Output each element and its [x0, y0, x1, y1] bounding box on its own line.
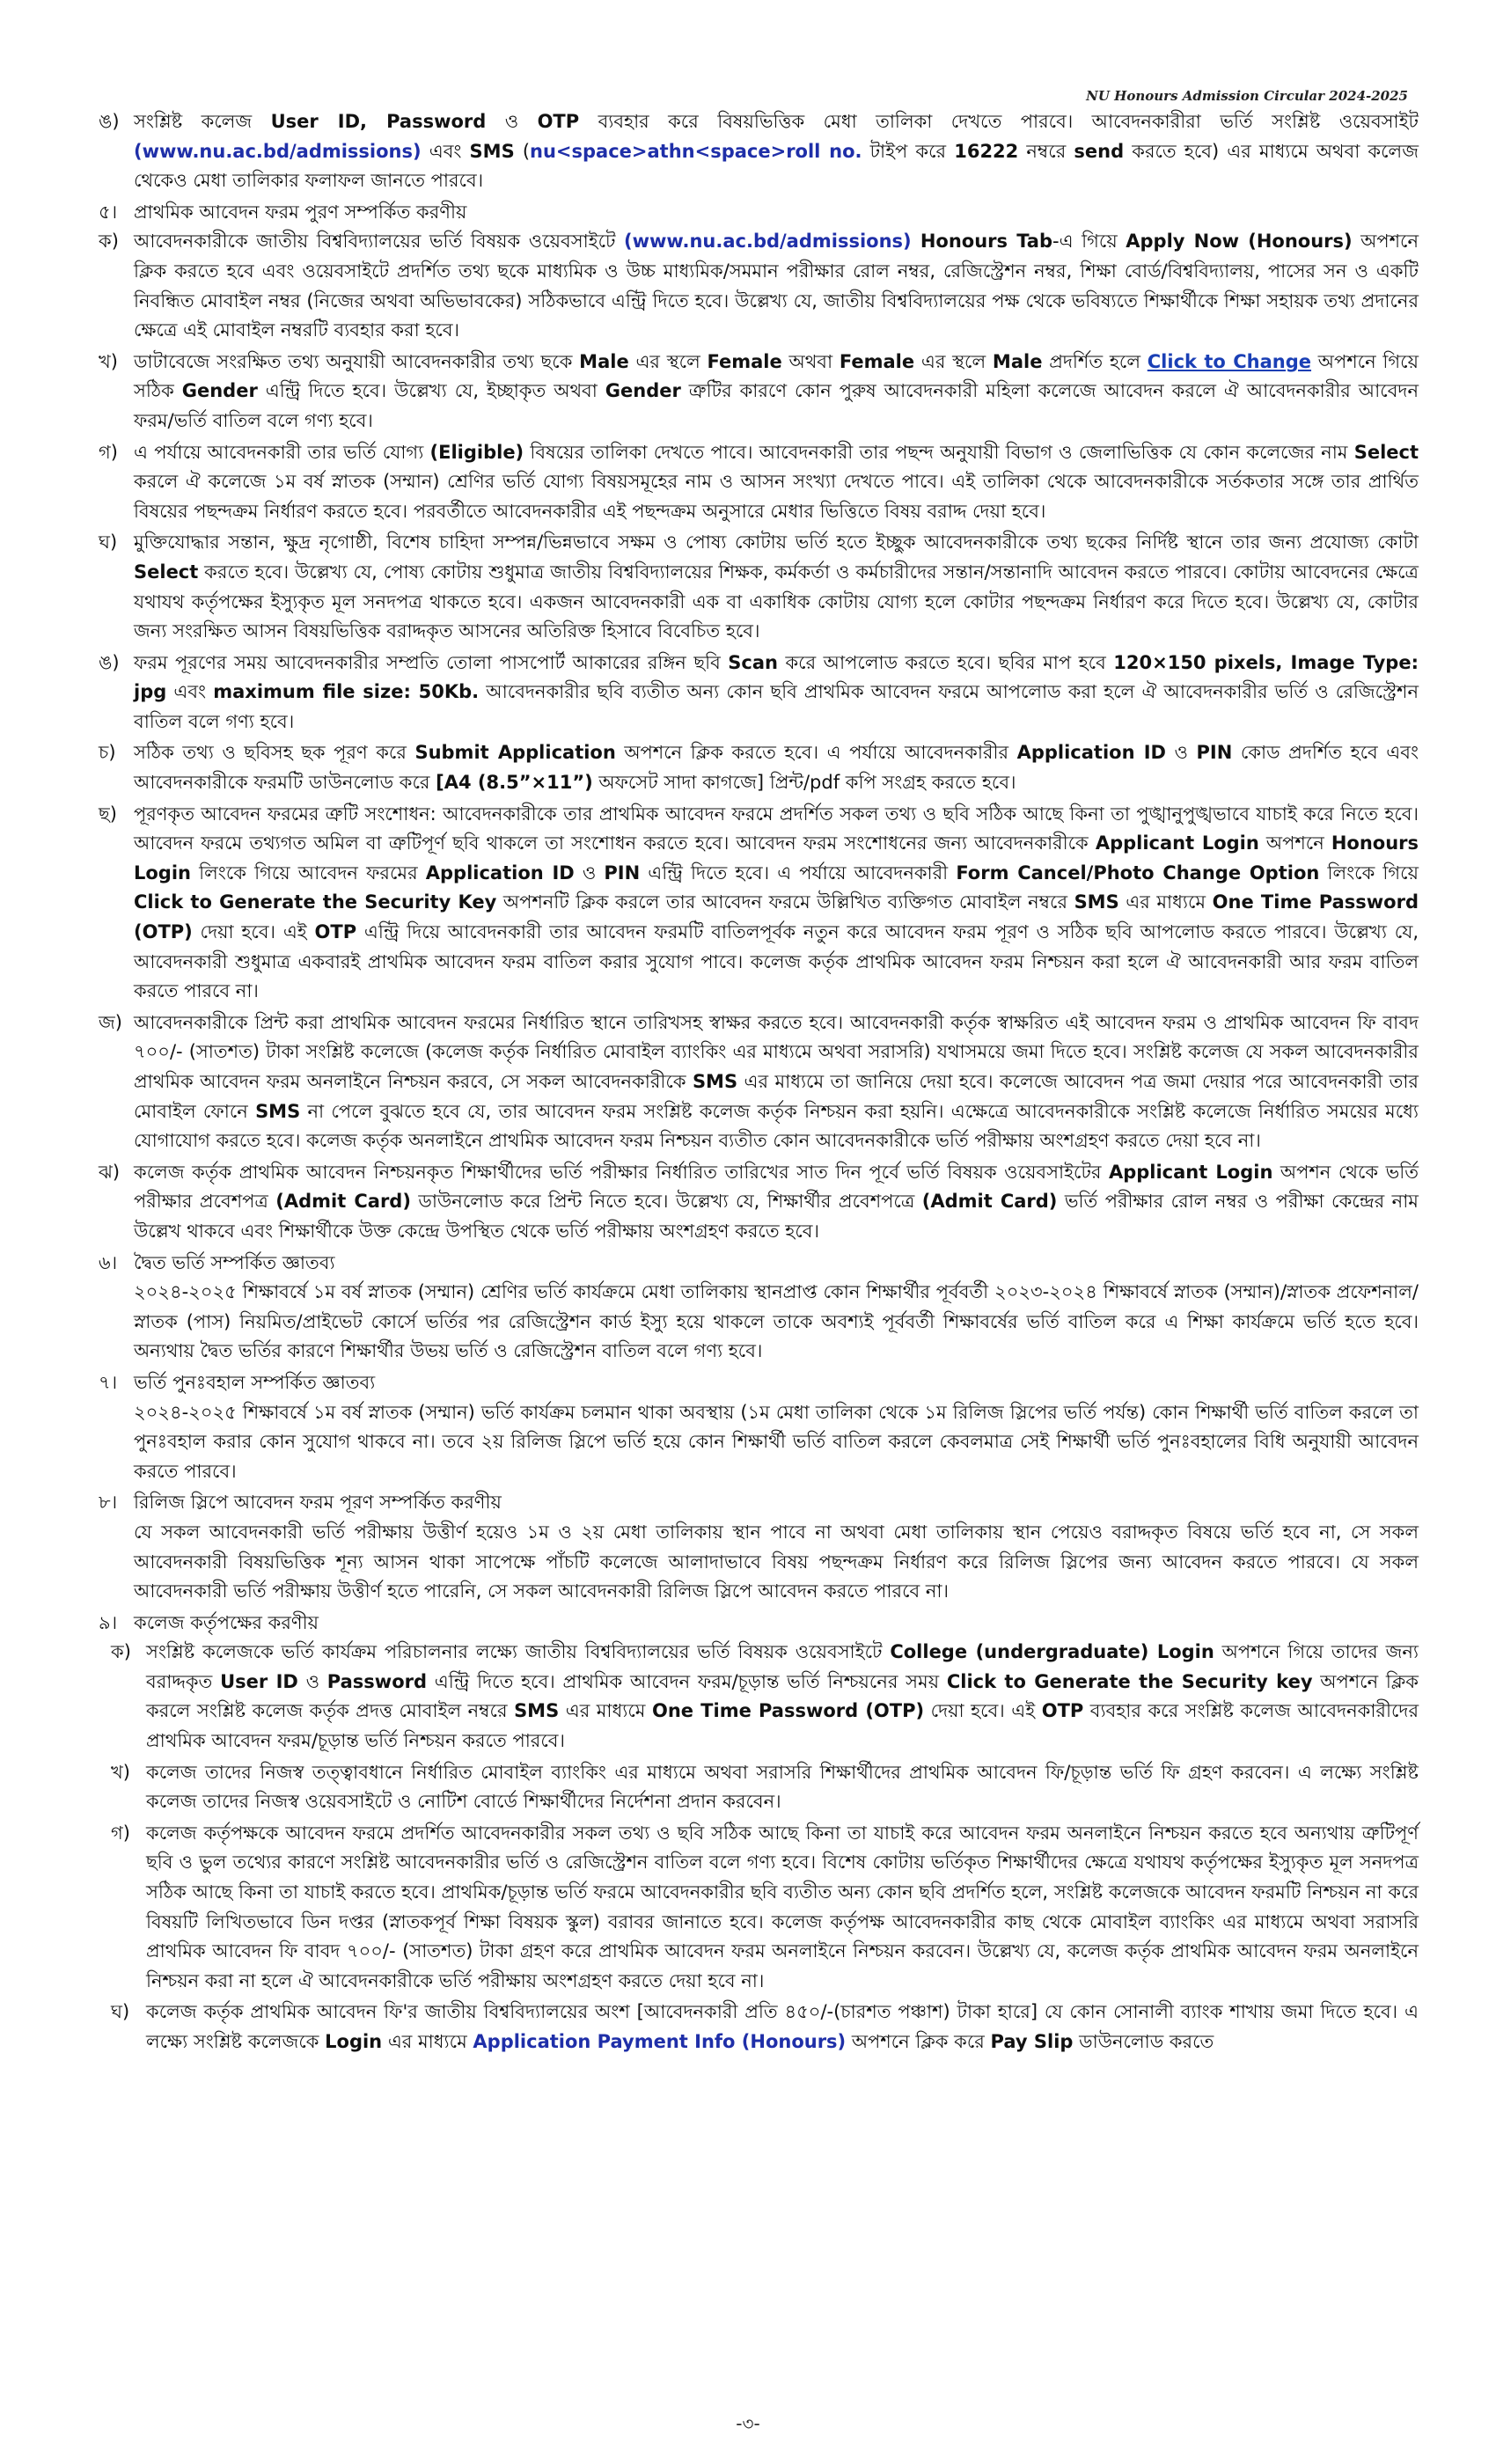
section-marker: ৯।	[99, 1611, 118, 1633]
item-marker: খ)	[99, 350, 118, 372]
item-marker: ঙ)	[99, 111, 120, 132]
item-9-gha-payment: ঘ) কলেজ কর্তৃক প্রাথমিক আবেদন ফি'র জাতীয় বিশ্ববিদ্যালয়ের অংশ [আবেদনকারী প্রতি ৪৫০/-(চারশত পঞ্চাশ) টাকা হারে] যে কোন সোনালী ব্যাংক শাখায় জমা দিতে হবে। এ লক্ষ্যে সংশ্লিষ্ট কলেজকে Login এর মাধ্যমে Application Payment Info (Honours) অপশনে ক্লিক করে Pay Slip ডাউনলোড করতে	[111, 1998, 1419, 2057]
section-marker: ৭।	[99, 1371, 118, 1393]
item-ja-signature: জ) আবেদনকারীকে প্রিন্ট করা প্রাথমিক আবেদন ফরমের নির্ধারিত স্থানে তারিখসহ স্বাক্ষর করতে হবে। আবেদনকারী কর্তৃক স্বাক্ষরিত এই আবেদন ফরম ও প্রাথমিক আবেদন ফি বাবদ ৭০০/- (সাতশত) টাকা সংশ্লিষ্ট কলেজে (কলেজ কর্তৃক নির্ধারিত মোবাইল ব্যাংকিং এর মাধ্যমে অথবা সরাসরি) যথাসময়ে জমা দিতে হবে। সংশ্লিষ্ট কলেজ যে সকল আবেদনকারীর প্রাথমিক আবেদন ফরম অনলাইনে নিশ্চয়ন করবে, সে সকল আবেদনকারীকে SMS এর মাধ্যমে তা জানিয়ে দেয়া হবে। কলেজে আবেদন পত্র জমা দেয়ার পরে আবেদনকারী তার মোবাইল ফোনে SMS না পেলে বুঝতে হবে যে, তার আবেদন ফরম সংশ্লিষ্ট কলেজ কর্তৃক নিশ্চয়ন করা হয়নি। এক্ষেত্রে আবেদনকারীকে সংশ্লিষ্ট কলেজে নির্ধারিত সময়ের মধ্যে যোগাযোগ করতে হবে। কলেজ কর্তৃক অনলাইনে প্রাথমিক আবেদন ফরম নিশ্চয়ন ব্যতীত কোন আবেদনকারীকে ভর্তি পরীক্ষায় অংশগ্রহণ করতে দেয়া হবে না।	[99, 1008, 1419, 1156]
section-7-heading	[99, 1368, 1419, 1398]
item-ga-eligible: গ) এ পর্যায়ে আবেদনকারী তার ভর্তি যোগ্য (Eligible) বিষয়ের তালিকা দেখতে পাবে। আবেদনকারী তার পছন্দ অনুযায়ী বিভাগ ও জেলাভিত্তিক যে কোন কলেজের নাম Select করলে ঐ কলেজে ১ম বর্ষ স্নাতক (সম্মান) শ্রেণির ভর্তি যোগ্য বিষয়সমূহের নাম ও আসন সংখ্যা দেখতে পাবে। এই তালিকা থেকে আবেদনকারীকে সর্তকতার সঙ্গে তার প্রার্থিত বিষয়ের পছন্দক্রম নির্ধারণ করতে হবে। পরবর্তীতে আবেদনকারীর এই পছন্দক্রম অনুসারে মেধার ভিত্তিতে বিষয় বরাদ্দ দেয়া হবে।	[99, 438, 1419, 527]
item-marker: ক)	[99, 231, 119, 253]
section-title: দ্বৈত ভর্তি সম্পর্কিত জ্ঞাতব্য	[134, 1251, 335, 1273]
item-marker: গ)	[99, 441, 118, 463]
section-8-heading	[99, 1488, 1419, 1518]
item-marker: জ)	[99, 1011, 122, 1033]
section-title: কলেজ কর্তৃপক্ষের করণীয়	[134, 1611, 319, 1633]
section-marker: ৮।	[99, 1492, 118, 1514]
item-chha-correction: ছ) পূরণকৃত আবেদন ফরমের ত্রুটি সংশোধন: আবেদনকারীকে তার প্রাথমিক আবেদন ফরমে প্রদর্শিত সকল তথ্য ও ছবি সঠিক আছে কিনা তা পুঙ্খানুপুঙ্খভাবে যাচাই করে নিতে হবে। আবেদন ফরমে তথ্যগত অমিল বা ত্রুটিপূর্ণ ছবি থাকলে তা সংশোধন করতে হবে। আবেদন ফরম সংশোধনের জন্য আবেদনকারীকে Applicant Login অপশনে Honours Login লিংকে গিয়ে আবেদন ফরমের Application ID ও PIN এন্ট্রি দিতে হবে। এ পর্যায়ে আবেদনকারী Form Cancel/Photo Change Option লিংকে গিয়ে Click to Generate the Security Key অপশনটি ক্লিক করলে তার আবেদন ফরমে উল্লিখিত ব্যক্তিগত মোবাইল নম্বরে SMS এর মাধ্যমে One Time Password (OTP) দেয়া হবে। এই OTP এন্ট্রি দিয়ে আবেদনকারী তার আবেদন ফরমটি বাতিলপূর্বক নতুন করে আবেদন ফরম পূরণ ও সঠিক ছবি আপলোড করতে পারবে। উল্লেখ্য যে, আবেদনকারী শুধুমাত্র একবারই প্রাথমিক আবেদন ফরম বাতিল করার সুযোগ পাবে। কলেজ কর্তৃক প্রাথমিক আবেদন ফরম নিশ্চয়ন করা হলে ঐ আবেদনকারী আর ফরম বাতিল করতে পারবে না।	[99, 800, 1419, 1007]
section-title: রিলিজ স্লিপে আবেদন ফরম পূরণ সম্পর্কিত করণীয়	[134, 1492, 502, 1514]
circular-header: NU Honours Admission Circular 2024-2025	[1086, 88, 1408, 104]
admission-url: (www.nu.ac.bd/admissions)	[624, 231, 912, 253]
item-gha-quota: ঘ) মুক্তিযোদ্ধার সন্তান, ক্ষুদ্র নৃগোষ্ঠী, বিশেষ চাহিদা সম্পন্ন/ভিন্নভাবে সক্ষম ও পোষ্য কোটায় ভর্তি হতে ইচ্ছুক আবেদনকারীকে তথ্য ছকের নির্দিষ্ট স্থানে তার জন্য প্রযোজ্য কোটা Select করতে হবে। উল্লেখ্য যে, পোষ্য কোটায় শুধুমাত্র জাতীয় বিশ্ববিদ্যালয়ের শিক্ষক, কর্মকর্তা ও কর্মচারীদের সন্তান/সন্তানাদি আবেদন করতে পারবে। কোটায় আবেদনের ক্ষেত্রে যথাযথ কর্তৃপক্ষের ইস্যুকৃত মূল সনদপত্র থাকতে হবে। একজন আবেদনকারী এক বা একাধিক কোটায় যোগ্য হলে কোটার পছন্দক্রম নির্ধারণ করে দিতে হবে। উল্লেখ্য যে, কোটার জন্য সংরক্ষিত আসন বিষয়ভিত্তিক বরাদ্দকৃত আসনের অতিরিক্ত হিসাবে বিবেচিত হবে।	[99, 528, 1419, 646]
item-kha-gender: খ) ডাটাবেজে সংরক্ষিত তথ্য অনুযায়ী আবেদনকারীর তথ্য ছকে Male এর স্থলে Female অথবা Female এর স্থলে Male প্রদর্শিত হলে Click to Change অপশনে গিয়ে সঠিক Gender এন্ট্রি দিতে হবে। উল্লেখ্য যে, ইচ্ছাকৃত অথবা Gender ত্রুটির কারণে কোন পুরুষ আবেদনকারী মহিলা কলেজে আবেদন করলে ঐ আবেদনকারীর আবেদন ফরম/ভর্তি বাতিল বলে গণ্য হবে।	[99, 348, 1419, 436]
section-6-body: ২০২৪-২০২৫ শিক্ষাবর্ষে ১ম বর্ষ স্নাতক (সম্মান) শ্রেণির ভর্তি কার্যক্রমে মেধা তালিকায় স্থানপ্রাপ্ত কোন শিক্ষার্থীর পূর্ববর্তী ২০২৩-২০২৪ শিক্ষাবর্ষে স্নাতক (সম্মান)/স্নাতক প্রফেশনাল/স্নাতক (পাস) নিয়মিত/প্রাইভেট কোর্সে ভর্তির পর রেজিস্ট্রেশন কার্ড ইস্যু হয়ে থাকলে তাকে অবশ্যই পূর্ববর্তী শিক্ষাবর্ষের ভর্তি বাতিল করে এ শিক্ষা কার্যক্রমে ভর্তি হতে হবে। অন্যথায় দ্বৈত ভর্তির কারণে শিক্ষার্থীর উভয় ভর্তি ও রেজিস্ট্রেশন বাতিল বলে গণ্য হবে।	[134, 1281, 1419, 1362]
item-9-kha-fee: খ) কলেজ তাদের নিজস্ব তত্ত্বাবধানে নির্ধারিত মোবাইল ব্যাংকিং এর মাধ্যমে অথবা সরাসরি শিক্ষার্থীদের প্রাথমিক আবেদন ফি/চূড়ান্ত ভর্তি ফি গ্রহণ করবেন। এ লক্ষ্যে সংশ্লিষ্ট কলেজ তাদের নিজস্ব ওয়েবসাইটে ও নোটিশ বোর্ডে শিক্ষার্থীদের নির্দেশনা প্রদান করবেন।	[111, 1758, 1419, 1817]
admission-url: (www.nu.ac.bd/admissions)	[134, 140, 422, 162]
item-9-ga-verification: গ) কলেজ কর্তৃপক্ষকে আবেদন ফরমে প্রদর্শিত আবেদনকারীর সকল তথ্য ও ছবি সঠিক আছে কিনা তা যাচাই করে আবেদন ফরম অনলাইনে নিশ্চয়ন করতে হবে অন্যথায় ত্রুটিপূর্ণ ছবি ও ভুল তথ্যের কারণে সংশ্লিষ্ট আবেদনকারীর ভর্তি ও রেজিস্ট্রেশন বাতিল বলে গণ্য হবে। বিশেষ কোটায় ভর্তিকৃত শিক্ষার্থীদের ক্ষেত্রে যথাযথ কর্তৃপক্ষের ইস্যুকৃত মূল সনদপত্র সঠিক আছে কিনা তা যাচাই করতে হবে। প্রাথমিক/চূড়ান্ত ভর্তি ফরমে আবেদনকারীর ছবি ব্যতীত অন্য কোন ছবি প্রদর্শিত হলে, সংশ্লিষ্ট কলেজকে আবেদন ফরমটি নিশ্চয়ন না করে বিষয়টি লিখিতভাবে ডিন দপ্তর (স্নাতকপূর্ব শিক্ষা বিষয়ক স্কুল) বরাবর জানাতে হবে। কলেজ কর্তৃপক্ষ আবেদনকারীর কাছ থেকে মোবাইল ব্যাংকিং এর মাধ্যমে অথবা সরাসরি প্রাথমিক আবেদন ফি বাবদ ৭০০/- (সাতশত) টাকা গ্রহণ করে প্রাথমিক আবেদন ফরম অনলাইনে নিশ্চয়ন করবেন। উল্লেখ্য যে, কলেজ কর্তৃক প্রাথমিক আবেদন ফরম অনলাইনে নিশ্চয়ন করা না হলে ঐ আবেদনকারীকে ভর্তি পরীক্ষায় অংশগ্রহণ করতে দেয়া হবে না।	[111, 1819, 1419, 1997]
item-marker: গ)	[111, 1822, 130, 1844]
payment-info-option: Application Payment Info (Honours)	[473, 2031, 847, 2052]
item-marker: খ)	[111, 1761, 130, 1783]
click-to-change-link[interactable]: Click to Change	[1147, 350, 1312, 372]
section-8-body: যে সকল আবেদনকারী ভর্তি পরীক্ষায় উত্তীর্ণ হয়েও ১ম ও ২য় মেধা তালিকায় স্থান পাবে না অথবা মেধা তালিকায় স্থান পেয়েও বরাদ্দকৃত বিষয়ে ভর্তি হবে না, সে সকল আবেদনকারী বিষয়ভিত্তিক শূন্য আসন থাকা সাপেক্ষে পাঁচটি কলেজে আলাদাভাবে বিষয় পছন্দক্রম নির্ধারণ করে রিলিজ স্লিপের জন্য আবেদন করতে পারবে। যে সকল আবেদনকারী ভর্তি পরীক্ষায় উত্তীর্ণ হতে পারেনি, সে সকল আবেদনকারী রিলিজ স্লিপে আবেদন করতে পারবে না।	[134, 1521, 1419, 1602]
section-marker: ৫।	[99, 201, 118, 223]
item-marker: ঙ)	[99, 651, 120, 673]
item-jha-admit-card: ঝ) কলেজ কর্তৃক প্রাথমিক আবেদন নিশ্চয়নকৃত শিক্ষার্থীদের ভর্তি পরীক্ষার নির্ধারিত তারিখের সাত দিন পূর্বে ভর্তি বিষয়ক ওয়েবসাইটের Applicant Login অপশন থেকে ভর্তি পরীক্ষার প্রবেশপত্র (Admit Card) ডাউনলোড করে প্রিন্ট নিতে হবে। উল্লেখ্য যে, শিক্ষার্থীর প্রবেশপত্রে (Admit Card) ভর্তি পরীক্ষার রোল নম্বর ও পরীক্ষা কেন্দ্রের নাম উল্লেখ থাকবে এবং শিক্ষার্থীকে উক্ত কেন্দ্রে উপস্থিত থেকে ভর্তি পরীক্ষায় অংশগ্রহণ করতে হবে।	[99, 1158, 1419, 1247]
section-9-heading	[99, 1609, 1419, 1639]
page-number: -৩-	[736, 2413, 760, 2434]
item-marker: ছ)	[99, 803, 117, 825]
item-marker: চ)	[99, 742, 116, 764]
item-umo-merit-list: ঙ) সংশ্লিষ্ট কলেজ User ID, Password ও OTP ব্যবহার করে বিষয়ভিত্তিক মেধা তালিকা দেখতে পারবে। আবেদনকারীরা ভর্তি সংশ্লিষ্ট ওয়েবসাইট (www.nu.ac.bd/admissions) এবং SMS (nu<space>athn<space>roll no. টাইপ করে 16222 নম্বরে send করতে হবে) এর মাধ্যমে অথবা কলেজ থেকেও মেধা তালিকার ফলাফল জানতে পারবে।	[99, 107, 1419, 196]
sms-format: nu<space>athn<space>roll no.	[530, 140, 862, 162]
section-title: ভর্তি পুনঃবহাল সম্পর্কিত জ্ঞাতব্য	[134, 1371, 376, 1393]
section-5-heading	[99, 198, 1419, 228]
section-title: প্রাথমিক আবেদন ফরম পুরণ সম্পর্কিত করণীয়	[134, 201, 467, 223]
item-umo-photo: ঙ) ফরম পূরণের সময় আবেদনকারীর সম্প্রতি তোলা পাসপোর্ট আকারের রঙ্গিন ছবি Scan করে আপলোড করতে হবে। ছবির মাপ হবে 120×150 pixels, Image Type: jpg এবং maximum file size: 50Kb. আবেদনকারীর ছবি ব্যতীত অন্য কোন ছবি প্রাথমিক আবেদন ফরমে আপলোড করা হলে ঐ আবেদনকারীর ভর্তি ও রেজিস্ট্রেশন বাতিল বলে গণ্য হবে।	[99, 649, 1419, 737]
item-ka-apply: ক) আবেদনকারীকে জাতীয় বিশ্ববিদ্যালয়ের ভর্তি বিষয়ক ওয়েবসাইটে (www.nu.ac.bd/admissions) Honours Tab-এ গিয়ে Apply Now (Honours) অপশনে ক্লিক করতে হবে এবং ওয়েবসাইটে প্রদর্শিত তথ্য ছকে মাধ্যমিক ও উচ্চ মাধ্যমিক/সমমান পরীক্ষার রোল নম্বর, রেজিস্ট্রেশন নম্বর, শিক্ষা বোর্ড/বিশ্ববিদ্যালয়, পাসের সন ও একটি নিবন্ধিত মোবাইল নম্বর (নিজের অথবা অভিভাবকের) সঠিকভাবে এন্ট্রি দিতে হবে। উল্লেখ্য যে, জাতীয় বিশ্ববিদ্যালয়ের পক্ষ থেকে ভবিষ্যতে শিক্ষার্থীকে শিক্ষা সহায়ক তথ্য প্রদানের ক্ষেত্রে এই মোবাইল নম্বরটি ব্যবহার করা হবে।	[99, 227, 1419, 345]
section-6-heading	[99, 1249, 1419, 1279]
section-7-body: ২০২৪-২০২৫ শিক্ষাবর্ষে ১ম বর্ষ স্নাতক (সম্মান) ভর্তি কার্যক্রম চলমান থাকা অবস্থায় (১ম মেধা তালিকা থেকে ১ম রিলিজ স্লিপের ভর্তি পর্যন্ত) কোন শিক্ষার্থী ভর্তি বাতিল করলে তা পুনঃবহাল করার কোন সুযোগ থাকবে না। তবে ২য় রিলিজ স্লিপে ভর্তি হয়ে কোন শিক্ষার্থী ভর্তি বাতিল করলে কেবলমাত্র সেই শিক্ষার্থী ভর্তি পুনঃবহালের বিধি অনুযায়ী আবেদন করতে পারবে।	[134, 1401, 1419, 1482]
item-marker: ক)	[111, 1641, 131, 1663]
item-9-ka-college-login: ক) সংশ্লিষ্ট কলেজকে ভর্তি কার্যক্রম পরিচালনার লক্ষ্যে জাতীয় বিশ্ববিদ্যালয়ের ভর্তি বিষয়ক ওয়েবসাইটে College (undergraduate) Login অপশনে গিয়ে তাদের জন্য বরাদ্দকৃত User ID ও Password এন্ট্রি দিতে হবে। প্রাথমিক আবেদন ফরম/চূড়ান্ত ভর্তি নিশ্চয়নের সময় Click to Generate the Security key অপশনে ক্লিক করলে সংশ্লিষ্ট কলেজ কর্তৃক প্রদত্ত মোবাইল নম্বরে SMS এর মাধ্যমে One Time Password (OTP) দেয়া হবে। এই OTP ব্যবহার করে সংশ্লিষ্ট কলেজ আবেদনকারীদের প্রাথমিক আবেদন ফরম/চূড়ান্ত ভর্তি নিশ্চয়ন করতে পারবে।	[111, 1638, 1419, 1756]
item-marker: ঘ)	[111, 2001, 130, 2023]
document-body	[99, 107, 1419, 2059]
item-cha-submit: চ) সঠিক তথ্য ও ছবিসহ ছক পূরণ করে Submit Application অপশনে ক্লিক করতে হবে। এ পর্যায়ে আবেদনকারীর Application ID ও PIN কোড প্রদর্শিত হবে এবং আবেদনকারীকে ফরমটি ডাউনলোড করে [A4 (8.5”×11”) অফসেট সাদা কাগজে] প্রিন্ট/pdf কপি সংগ্রহ করতে হবে।	[99, 738, 1419, 797]
item-marker: ঝ)	[99, 1161, 121, 1183]
item-marker: ঘ)	[99, 532, 118, 554]
section-marker: ৬।	[99, 1251, 118, 1273]
